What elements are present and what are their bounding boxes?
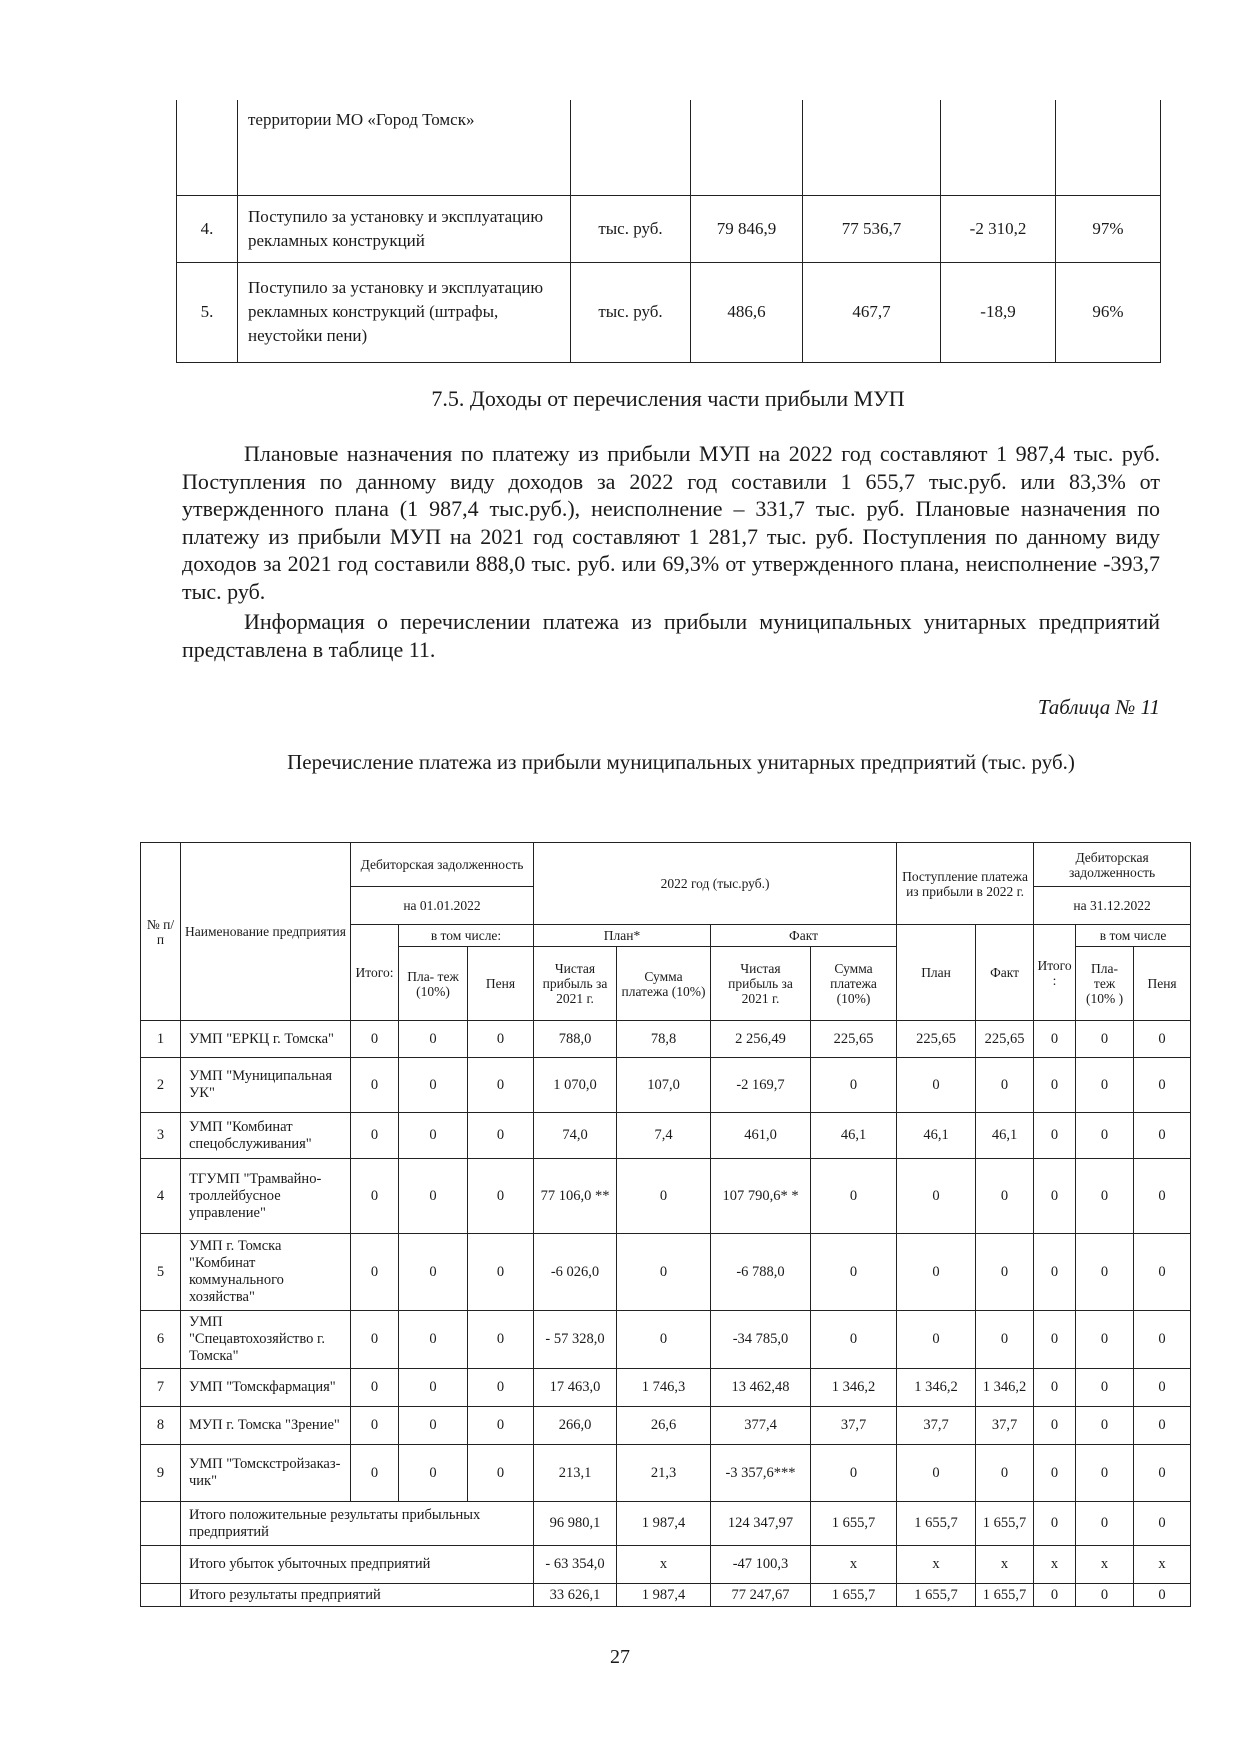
header-fact-profit: Чистая прибыль за 2021 г. — [711, 947, 811, 1021]
row-num: 5 — [141, 1234, 181, 1311]
cell-end-total: 0 — [1034, 1021, 1076, 1058]
row-name: УМП "Томскстройзаказ-чик" — [181, 1445, 351, 1502]
cell-receipt-plan: 1 346,2 — [897, 1369, 976, 1407]
cell-fact-profit: -6 788,0 — [711, 1234, 811, 1311]
header-incl: в том числе: — [399, 925, 534, 947]
row-percent: 96% — [1056, 262, 1161, 362]
row-percent — [1056, 100, 1161, 195]
cell-end-payment: 0 — [1076, 1234, 1134, 1311]
header-penalty: Пеня — [468, 947, 534, 1021]
cell-debt-total: 0 — [351, 1021, 399, 1058]
header-debt-end-date: на 31.12.2022 — [1034, 887, 1191, 925]
cell-plan-profit: 96 980,1 — [534, 1502, 617, 1546]
row-unit: тыс. руб. — [571, 262, 691, 362]
cell-fact-profit: 77 247,67 — [711, 1584, 811, 1607]
row-deviation — [941, 100, 1056, 195]
cell-debt-penalty: 0 — [468, 1159, 534, 1234]
table-row — [141, 1021, 1191, 1058]
cell-plan-profit: -6 026,0 — [534, 1234, 617, 1311]
section-paragraph-2: Информация о перечислении платежа из прибыли муниципальных унитарных предприятий представлена в таблице 11. — [182, 609, 1160, 662]
cell-debt-total: 0 — [351, 1159, 399, 1234]
header-receipt-plan: План — [897, 925, 976, 1021]
row-percent: 97% — [1056, 195, 1161, 262]
cell-receipt-plan: x — [897, 1546, 976, 1584]
header-year-2022: 2022 год (тыс.руб.) — [534, 843, 897, 925]
cell-fact-profit: 107 790,6* * — [711, 1159, 811, 1234]
cell-end-total: 0 — [1034, 1445, 1076, 1502]
cell-plan-sum: 1 746,3 — [617, 1369, 711, 1407]
cell-plan-sum: x — [617, 1546, 711, 1584]
section-paragraph-1: Плановые назначения по платежу из прибыли МУП на 2022 год составляют 1 987,4 тыс. руб. Поступления по данному виду доходов за 2022 год составили 1 655,7 тыс.руб. или 83,3% от утвержденного плана (1 987,4 тыс.руб.), неисполнение – 331,7 тыс. руб. Плановые назначения по платежу из прибыли МУП на 2021 год составляют 1 281,7 тыс. руб. Поступления по данному виду доходов за 2021 год составили 888,0 тыс. руб. или 69,3% от утвержденного плана, неисполнение -393,7 тыс. руб. — [182, 441, 1160, 604]
row-name: УМП "Комбинат спецобслуживания" — [181, 1113, 351, 1159]
cell-plan-sum: 0 — [617, 1234, 711, 1311]
cell-plan-sum: 21,3 — [617, 1445, 711, 1502]
header-payment: Пла- теж (10%) — [399, 947, 468, 1021]
cell-fact-profit: 13 462,48 — [711, 1369, 811, 1407]
cell-receipt-plan: 1 655,7 — [897, 1502, 976, 1546]
cell-end-penalty: 0 — [1134, 1113, 1191, 1159]
cell-plan-sum: 1 987,4 — [617, 1584, 711, 1607]
cell-fact-sum: 1 655,7 — [811, 1584, 897, 1607]
cell-fact-sum: x — [811, 1546, 897, 1584]
cell-plan-sum: 1 987,4 — [617, 1502, 711, 1546]
table-row — [177, 262, 1161, 362]
cell-end-penalty: 0 — [1134, 1234, 1191, 1311]
row-num: 3 — [141, 1113, 181, 1159]
cell-debt-penalty: 0 — [468, 1445, 534, 1502]
cell-debt-payment: 0 — [399, 1113, 468, 1159]
row-num: 1 — [141, 1021, 181, 1058]
cell-debt-penalty: 0 — [468, 1113, 534, 1159]
cell-plan-profit: 213,1 — [534, 1445, 617, 1502]
header-fact: Факт — [711, 925, 897, 947]
cell-debt-penalty: 0 — [468, 1311, 534, 1369]
cell-fact-sum: 37,7 — [811, 1407, 897, 1445]
table-row — [141, 1445, 1191, 1502]
cell-plan-profit: - 57 328,0 — [534, 1311, 617, 1369]
row-plan — [691, 100, 803, 195]
row-name: территории МО «Город Томск» — [238, 100, 571, 195]
row-num: 6 — [141, 1311, 181, 1369]
cell-receipt-fact: 1 655,7 — [976, 1584, 1034, 1607]
header-end-penalty: Пеня — [1134, 947, 1191, 1021]
row-num: 7 — [141, 1369, 181, 1407]
cell-fact-profit: 2 256,49 — [711, 1021, 811, 1058]
cell-receipt-fact: 0 — [976, 1058, 1034, 1113]
header-debt-start-date: на 01.01.2022 — [351, 887, 534, 925]
row-deviation: -18,9 — [941, 262, 1056, 362]
cell-receipt-plan: 0 — [897, 1234, 976, 1311]
cell-plan-sum: 26,6 — [617, 1407, 711, 1445]
row-name: Поступило за установку и эксплуатацию рекламных конструкций — [238, 195, 571, 262]
row-unit — [571, 100, 691, 195]
cell-receipt-fact: 225,65 — [976, 1021, 1034, 1058]
cell-receipt-fact: 46,1 — [976, 1113, 1034, 1159]
cell-end-penalty: 0 — [1134, 1369, 1191, 1407]
row-num-empty — [141, 1584, 181, 1607]
cell-receipt-plan: 0 — [897, 1159, 976, 1234]
cell-end-total: 0 — [1034, 1502, 1076, 1546]
cell-debt-payment: 0 — [399, 1311, 468, 1369]
cell-debt-total: 0 — [351, 1113, 399, 1159]
totals-label: Итого положительные результаты прибыльных предприятий — [181, 1502, 534, 1546]
cell-receipt-plan: 0 — [897, 1445, 976, 1502]
cell-debt-payment: 0 — [399, 1369, 468, 1407]
cell-debt-payment: 0 — [399, 1058, 468, 1113]
cell-fact-profit: 377,4 — [711, 1407, 811, 1445]
table-row — [141, 1311, 1191, 1369]
cell-end-payment: 0 — [1076, 1113, 1134, 1159]
cell-fact-profit: 461,0 — [711, 1113, 811, 1159]
table-label: Таблица № 11 — [1037, 695, 1160, 719]
row-name: УМП г. Томска "Комбинат коммунального хозяйства" — [181, 1234, 351, 1311]
header-end-incl: в том числе — [1076, 925, 1191, 947]
cell-receipt-plan: 0 — [897, 1311, 976, 1369]
cell-fact-profit: -2 169,7 — [711, 1058, 811, 1113]
cell-end-penalty: 0 — [1134, 1584, 1191, 1607]
row-fact — [803, 100, 941, 195]
row-name: УМП "Томскфармация" — [181, 1369, 351, 1407]
cell-debt-total: 0 — [351, 1369, 399, 1407]
header-receipt: Поступление платежа из прибыли в 2022 г. — [897, 843, 1034, 925]
cell-debt-total: 0 — [351, 1058, 399, 1113]
header-plan-sum: Сумма платежа (10%) — [617, 947, 711, 1021]
row-name: МУП г. Томска "Зрение" — [181, 1407, 351, 1445]
cell-end-total: 0 — [1034, 1311, 1076, 1369]
table-row — [141, 1159, 1191, 1234]
row-plan: 486,6 — [691, 262, 803, 362]
cell-end-total: 0 — [1034, 1058, 1076, 1113]
header-receipt-fact: Факт — [976, 925, 1034, 1021]
cell-debt-penalty: 0 — [468, 1058, 534, 1113]
header-end-payment: Пла- теж (10% ) — [1076, 947, 1134, 1021]
header-plan-profit: Чистая прибыль за 2021 г. — [534, 947, 617, 1021]
header-end-total: Итого : — [1034, 925, 1076, 1021]
cell-plan-profit: 77 106,0 ** — [534, 1159, 617, 1234]
cell-end-total: 0 — [1034, 1407, 1076, 1445]
totals-label: Итого результаты предприятий — [181, 1584, 534, 1607]
row-num-empty — [141, 1502, 181, 1546]
cell-end-payment: 0 — [1076, 1502, 1134, 1546]
header-total: Итого: — [351, 925, 399, 1021]
cell-end-penalty: 0 — [1134, 1159, 1191, 1234]
cell-plan-sum: 7,4 — [617, 1113, 711, 1159]
table-row — [177, 195, 1161, 262]
row-name: Поступило за установку и эксплуатацию рекламных конструкций (штрафы, неустойки пени) — [238, 262, 571, 362]
table-row — [141, 1234, 1191, 1311]
row-num: 9 — [141, 1445, 181, 1502]
cell-fact-sum: 1 655,7 — [811, 1502, 897, 1546]
cell-end-total: 0 — [1034, 1234, 1076, 1311]
cell-debt-total: 0 — [351, 1311, 399, 1369]
cell-debt-total: 0 — [351, 1445, 399, 1502]
cell-plan-profit: 17 463,0 — [534, 1369, 617, 1407]
cell-receipt-plan: 37,7 — [897, 1407, 976, 1445]
cell-fact-sum: 0 — [811, 1234, 897, 1311]
row-deviation: -2 310,2 — [941, 195, 1056, 262]
cell-end-payment: 0 — [1076, 1058, 1134, 1113]
cell-debt-payment: 0 — [399, 1021, 468, 1058]
totals-row-losses — [141, 1546, 1191, 1584]
cell-end-total: x — [1034, 1546, 1076, 1584]
cell-fact-profit: -47 100,3 — [711, 1546, 811, 1584]
cell-plan-sum: 0 — [617, 1159, 711, 1234]
cell-plan-sum: 78,8 — [617, 1021, 711, 1058]
row-num-empty — [141, 1546, 181, 1584]
header-row-1 — [141, 843, 1191, 887]
row-fact: 467,7 — [803, 262, 941, 362]
cell-end-payment: 0 — [1076, 1369, 1134, 1407]
cell-end-total: 0 — [1034, 1113, 1076, 1159]
cell-receipt-fact: 0 — [976, 1234, 1034, 1311]
table-row — [141, 1113, 1191, 1159]
row-name: УМП "Спецавтохозяйство г. Томска" — [181, 1311, 351, 1369]
cell-fact-profit: -34 785,0 — [711, 1311, 811, 1369]
cell-receipt-plan: 0 — [897, 1058, 976, 1113]
cell-end-penalty: 0 — [1134, 1021, 1191, 1058]
cell-end-payment: 0 — [1076, 1445, 1134, 1502]
cell-end-payment: 0 — [1076, 1159, 1134, 1234]
cell-fact-sum: 0 — [811, 1445, 897, 1502]
table-title: Перечисление платежа из прибыли муниципальных унитарных предприятий (тыс. руб.) — [287, 750, 1075, 774]
cell-end-penalty: 0 — [1134, 1407, 1191, 1445]
cell-fact-profit: -3 357,6*** — [711, 1445, 811, 1502]
row-num: 4 — [141, 1159, 181, 1234]
header-name: Наименование предприятия — [181, 843, 351, 1021]
cell-debt-payment: 0 — [399, 1407, 468, 1445]
cell-debt-penalty: 0 — [468, 1234, 534, 1311]
cell-end-total: 0 — [1034, 1369, 1076, 1407]
cell-end-penalty: 0 — [1134, 1058, 1191, 1113]
row-name: ТГУМП "Трамвайно-троллейбусное управление" — [181, 1159, 351, 1234]
cell-debt-total: 0 — [351, 1234, 399, 1311]
cell-receipt-fact: 0 — [976, 1445, 1034, 1502]
cell-debt-penalty: 0 — [468, 1369, 534, 1407]
cell-fact-sum: 46,1 — [811, 1113, 897, 1159]
cell-debt-penalty: 0 — [468, 1021, 534, 1058]
revenue-table-continuation — [176, 100, 1161, 363]
row-num: 8 — [141, 1407, 181, 1445]
cell-plan-profit: 266,0 — [534, 1407, 617, 1445]
row-num: 2 — [141, 1058, 181, 1113]
row-number — [177, 100, 238, 195]
header-debt-end: Дебиторская задолженность — [1034, 843, 1191, 887]
cell-receipt-fact: x — [976, 1546, 1034, 1584]
row-fact: 77 536,7 — [803, 195, 941, 262]
totals-row-overall — [141, 1584, 1191, 1607]
header-num: № п/ п — [141, 843, 181, 1021]
cell-end-penalty: 0 — [1134, 1445, 1191, 1502]
cell-fact-sum: 0 — [811, 1159, 897, 1234]
row-number: 4. — [177, 195, 238, 262]
cell-end-total: 0 — [1034, 1584, 1076, 1607]
mup-profit-table — [140, 842, 1191, 1607]
row-name: УМП "Муниципальная УК" — [181, 1058, 351, 1113]
table-row — [141, 1407, 1191, 1445]
row-name: УМП "ЕРКЦ г. Томска" — [181, 1021, 351, 1058]
cell-receipt-fact: 1 655,7 — [976, 1502, 1034, 1546]
row-unit: тыс. руб. — [571, 195, 691, 262]
cell-receipt-plan: 46,1 — [897, 1113, 976, 1159]
cell-debt-payment: 0 — [399, 1445, 468, 1502]
cell-plan-sum: 107,0 — [617, 1058, 711, 1113]
cell-fact-profit: 124 347,97 — [711, 1502, 811, 1546]
cell-receipt-fact: 0 — [976, 1159, 1034, 1234]
cell-fact-sum: 0 — [811, 1311, 897, 1369]
cell-debt-penalty: 0 — [468, 1407, 534, 1445]
cell-receipt-plan: 1 655,7 — [897, 1584, 976, 1607]
cell-receipt-fact: 0 — [976, 1311, 1034, 1369]
row-number: 5. — [177, 262, 238, 362]
header-debt-start: Дебиторская задолженность — [351, 843, 534, 887]
cell-plan-profit: 74,0 — [534, 1113, 617, 1159]
cell-fact-sum: 0 — [811, 1058, 897, 1113]
cell-debt-payment: 0 — [399, 1234, 468, 1311]
totals-row-positive — [141, 1502, 1191, 1546]
totals-label: Итого убыток убыточных предприятий — [181, 1546, 534, 1584]
table-row — [141, 1058, 1191, 1113]
cell-end-payment: 0 — [1076, 1584, 1134, 1607]
cell-fact-sum: 1 346,2 — [811, 1369, 897, 1407]
cell-end-payment: 0 — [1076, 1407, 1134, 1445]
cell-plan-profit: 788,0 — [534, 1021, 617, 1058]
cell-plan-profit: 33 626,1 — [534, 1584, 617, 1607]
cell-receipt-fact: 1 346,2 — [976, 1369, 1034, 1407]
cell-end-penalty: 0 — [1134, 1502, 1191, 1546]
header-plan: План* — [534, 925, 711, 947]
table-row — [141, 1369, 1191, 1407]
cell-debt-total: 0 — [351, 1407, 399, 1445]
page-number: 27 — [610, 1646, 630, 1668]
cell-end-penalty: 0 — [1134, 1311, 1191, 1369]
cell-plan-sum: 0 — [617, 1311, 711, 1369]
cell-receipt-fact: 37,7 — [976, 1407, 1034, 1445]
row-plan: 79 846,9 — [691, 195, 803, 262]
cell-plan-profit: - 63 354,0 — [534, 1546, 617, 1584]
section-title: 7.5. Доходы от перечисления части прибыли МУП — [431, 386, 905, 411]
header-fact-sum: Сумма платежа (10%) — [811, 947, 897, 1021]
cell-end-payment: 0 — [1076, 1311, 1134, 1369]
cell-plan-profit: 1 070,0 — [534, 1058, 617, 1113]
cell-end-total: 0 — [1034, 1159, 1076, 1234]
cell-debt-payment: 0 — [399, 1159, 468, 1234]
cell-end-payment: x — [1076, 1546, 1134, 1584]
cell-fact-sum: 225,65 — [811, 1021, 897, 1058]
table-row — [177, 100, 1161, 195]
cell-end-penalty: x — [1134, 1546, 1191, 1584]
cell-end-payment: 0 — [1076, 1021, 1134, 1058]
cell-receipt-plan: 225,65 — [897, 1021, 976, 1058]
